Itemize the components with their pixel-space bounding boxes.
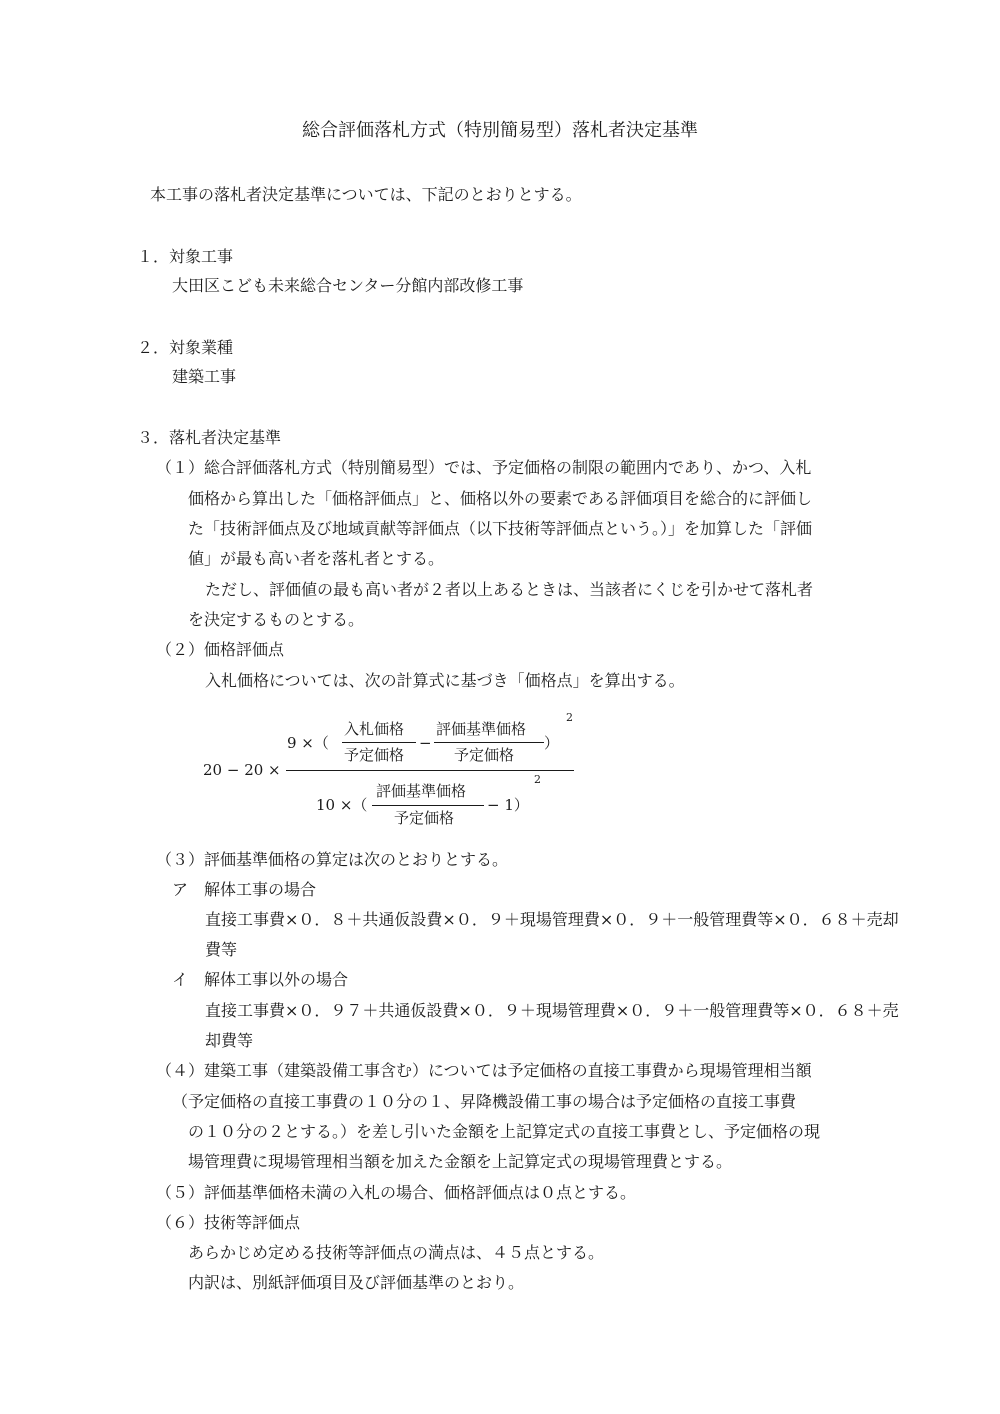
formula-num-coef: 9 ×（ — [287, 734, 329, 752]
formula-num-frac2-bar — [434, 742, 544, 743]
item1-line: ただし、評価値の最も高い者が２者以上あるときは、当該者にくじを引かせて落札者 — [205, 580, 814, 599]
item2-body: 入札価格については、次の計算式に基づき「価格点」を算出する。 — [205, 671, 685, 690]
item4-line: の１０分の２とする。）を差し引いた金額を上記算定式の直接工事費とし、予定価格の現 — [188, 1122, 821, 1141]
formula-num-exponent: 2 — [566, 711, 573, 724]
formula-num-minus: − — [419, 734, 432, 752]
section3-heading: ３．落札者決定基準 — [137, 428, 282, 447]
section2-heading: ２．対象業種 — [137, 338, 234, 357]
item1-line: た「技術評価点及び地域貢献等評価点（以下技術等評価点という。）」を加算した「評価 — [188, 519, 813, 538]
formula-num-frac1-top: 入札価格 — [344, 720, 405, 738]
item4-line: 場管理費に現場管理相当額を加えた金額を上記算定式の現場管理費とする。 — [188, 1152, 733, 1171]
item2-heading: （２）価格評価点 — [156, 640, 285, 659]
item3-heading: （３）評価基準価格の算定は次のとおりとする。 — [156, 850, 509, 869]
formula-den-coef: 10 ×（ — [316, 796, 368, 814]
item3-i-heading: イ 解体工事以外の場合 — [172, 970, 349, 989]
formula-prefix: 20 − 20 × — [203, 761, 281, 779]
section1-heading: １．対象工事 — [137, 247, 234, 266]
formula-main-bar — [286, 770, 574, 771]
item3-i-line: 却費等 — [205, 1031, 254, 1050]
formula-den-frac-bottom: 予定価格 — [394, 809, 455, 827]
item6-line: あらかじめ定める技術等評価点の満点は、４５点とする。 — [188, 1243, 605, 1262]
item6-line: 内訳は、別紙評価項目及び評価基準のとおり。 — [188, 1273, 525, 1292]
formula-num-close: ） — [544, 734, 560, 752]
formula-den-frac-top: 評価基準価格 — [376, 782, 467, 800]
section2-body: 建築工事 — [172, 367, 237, 386]
item3-a-line: 直接工事費×０．８＋共通仮設費×０．９＋現場管理費×０．９＋一般管理費等×０．６８＋売却 — [205, 910, 899, 929]
formula-num-frac1-bar — [342, 742, 416, 743]
formula-den-frac-bar — [372, 805, 484, 806]
intro-text: 本工事の落札者決定基準については、下記のとおりとする。 — [150, 185, 582, 204]
formula-num-frac1-bottom: 予定価格 — [344, 746, 405, 764]
item3-i-line: 直接工事費×０．９７＋共通仮設費×０．９＋現場管理費×０．９＋一般管理費等×０．６８＋売 — [205, 1001, 899, 1020]
formula-den-tail: − 1） — [487, 796, 529, 814]
item4-line: （４）建築工事（建築設備工事含む）については予定価格の直接工事費から現場管理相当額 — [156, 1061, 812, 1080]
item1-line: 価格から算出した「価格評価点」と、価格以外の要素である評価項目を総合的に評価し — [188, 489, 813, 508]
page-title: 総合評価落札方式（特別簡易型）落札者決定基準 — [302, 120, 698, 141]
formula-num-frac2-bottom: 予定価格 — [454, 746, 515, 764]
item6-heading: （６）技術等評価点 — [156, 1213, 301, 1232]
formula-den-exponent: 2 — [534, 773, 541, 786]
item5-text: （５）評価基準価格未満の入札の場合、価格評価点は０点とする。 — [156, 1183, 637, 1202]
item1-line: 値」が最も高い者を落札者とする。 — [188, 549, 445, 568]
item3-a-line: 費等 — [205, 940, 238, 959]
section1-body: 大田区こども未来総合センター分館内部改修工事 — [172, 276, 524, 295]
formula-num-frac2-top: 評価基準価格 — [436, 720, 527, 738]
item1-line: を決定するものとする。 — [188, 610, 365, 629]
item3-a-heading: ア 解体工事の場合 — [172, 880, 317, 899]
item4-line: （予定価格の直接工事費の１０分の１、昇降機設備工事の場合は予定価格の直接工事費 — [172, 1092, 797, 1111]
item1-line: （１）総合評価落札方式（特別簡易型）では、予定価格の制限の範囲内であり、かつ、入札 — [156, 458, 812, 477]
